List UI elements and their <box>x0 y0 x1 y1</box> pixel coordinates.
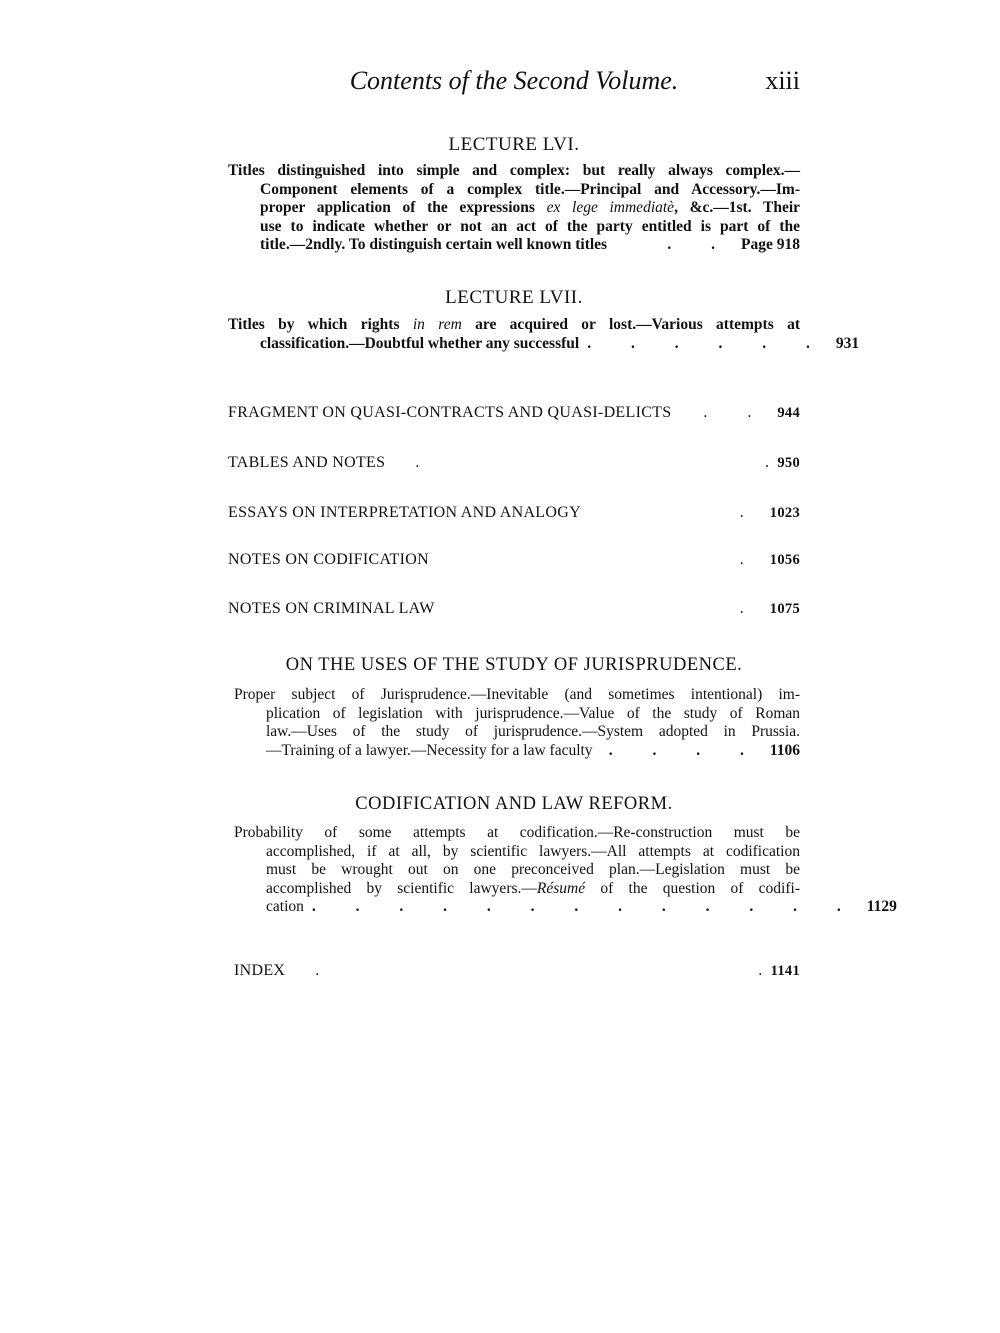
toc-line: use to indicate whether or not an act of the party entitled is part of the <box>260 217 800 235</box>
toc-line <box>228 199 800 218</box>
running-title: Contents of the Second Volume. <box>349 66 679 95</box>
toc-text: —Training of a lawyer.—Necessity for a law faculty <box>266 741 593 759</box>
toc-line <box>234 898 897 917</box>
page-ref: 931 <box>835 334 860 352</box>
toc-text: Titles by which rights <box>228 316 413 333</box>
toc-line: Proper subject of Jurisprudence.—Inevitable (and sometimes intentional) im- <box>234 686 800 703</box>
page-ref: 1023 <box>769 505 800 521</box>
toc-text: are acquired or lost.—Various attempts at <box>461 316 800 333</box>
running-head <box>228 60 800 104</box>
toc-text: , &c.—1st. Their <box>674 199 801 216</box>
toc-text: classification.—Doubtful whether any successful <box>260 334 580 352</box>
leader-dots: . <box>293 962 338 979</box>
toc-line <box>228 236 800 255</box>
page-ref: 944 <box>777 405 800 421</box>
toc-text: accomplished by scientific lawyers.— <box>266 879 537 897</box>
leader-dots: . <box>739 504 762 521</box>
toc-label: ESSAYS ON INTERPRETATION AND ANALOGY <box>228 504 581 521</box>
toc-text: title.—2ndly. To distinguish certain well known titles <box>260 236 608 253</box>
leader-dots: . . <box>667 236 734 253</box>
toc-line: must be wrought out on one preconceived plan.—Legislation must be <box>266 861 800 878</box>
lecture-lvi-heading: LECTURE LVI. <box>448 134 580 155</box>
jurisprudence-entry <box>234 686 800 760</box>
leader-dots: . <box>739 600 762 617</box>
toc-line: Probability of some attempts at codification.—Re-construction must be <box>234 824 800 841</box>
toc-text: proper application of the expressions <box>260 199 547 216</box>
page-ref: 1056 <box>769 552 800 568</box>
toc-text: of the question of codifi- <box>585 879 800 897</box>
page-number: xiii <box>765 66 800 95</box>
toc-entry-tables <box>228 454 800 472</box>
lecture-lvi-entry <box>228 162 800 255</box>
leader-dots: . . . . . . . . . . . . . <box>311 898 859 915</box>
toc-entry-index <box>234 962 800 980</box>
toc-line: plication of legislation with jurisprudence.—Value of the study of Roman <box>266 704 800 722</box>
french-term: Résumé <box>536 879 586 897</box>
reform-heading: CODIFICATION AND LAW REFORM. <box>355 794 673 814</box>
toc-line <box>234 742 800 761</box>
leader-dots: . <box>393 454 438 471</box>
lecture-lvii-entry <box>228 316 860 353</box>
page-ref: 1129 <box>866 898 897 915</box>
toc-entry-fragment <box>228 404 800 422</box>
toc-line: Component elements of a complex title.—Principal and Accessory.—Im- <box>260 180 800 198</box>
leader-dots: . . . . . . <box>587 334 828 352</box>
toc-line: accomplished, if at all, by scientific lawyers.—All attempts at codification <box>266 842 800 860</box>
leader-dots: . <box>765 454 770 471</box>
page-ref: 1141 <box>770 963 800 979</box>
reform-entry <box>234 824 897 917</box>
toc-label: INDEX <box>234 962 286 979</box>
leader-dots: . . . . <box>608 741 762 759</box>
toc-line <box>228 334 860 354</box>
toc-line <box>234 880 800 899</box>
toc-line: Titles distinguished into simple and complex: but really always complex.— <box>228 162 800 179</box>
jurisprudence-heading: ON THE USES OF THE STUDY OF JURISPRUDENCE. <box>285 655 743 675</box>
leader-dots: . . <box>703 404 770 421</box>
toc-line: law.—Uses of the study of jurisprudence.—System adopted in Prussia. <box>266 723 800 740</box>
toc-label: TABLES AND NOTES <box>228 454 386 471</box>
page-ref: 1075 <box>769 601 800 617</box>
leader-dots: . <box>758 962 763 979</box>
page-ref: 950 <box>777 455 800 471</box>
toc-text: cation <box>266 898 304 915</box>
page-ref: 1106 <box>769 741 800 759</box>
leader-dots: . <box>739 551 762 568</box>
page-ref: Page 918 <box>741 236 800 253</box>
toc-label: NOTES ON CRIMINAL LAW <box>228 600 435 617</box>
toc-entry-criminal-law <box>228 600 800 618</box>
toc-entry-essays <box>228 504 800 522</box>
toc-line <box>228 316 800 335</box>
toc-label: FRAGMENT ON QUASI-CONTRACTS AND QUASI-DELICTS <box>228 404 672 421</box>
latin-phrase: ex lege immediatè <box>546 199 675 216</box>
toc-entry-codification-notes <box>228 551 800 569</box>
lecture-lvii-heading: LECTURE LVII. <box>445 287 583 308</box>
toc-label: NOTES ON CODIFICATION <box>228 551 429 568</box>
latin-phrase: in rem <box>412 316 462 333</box>
